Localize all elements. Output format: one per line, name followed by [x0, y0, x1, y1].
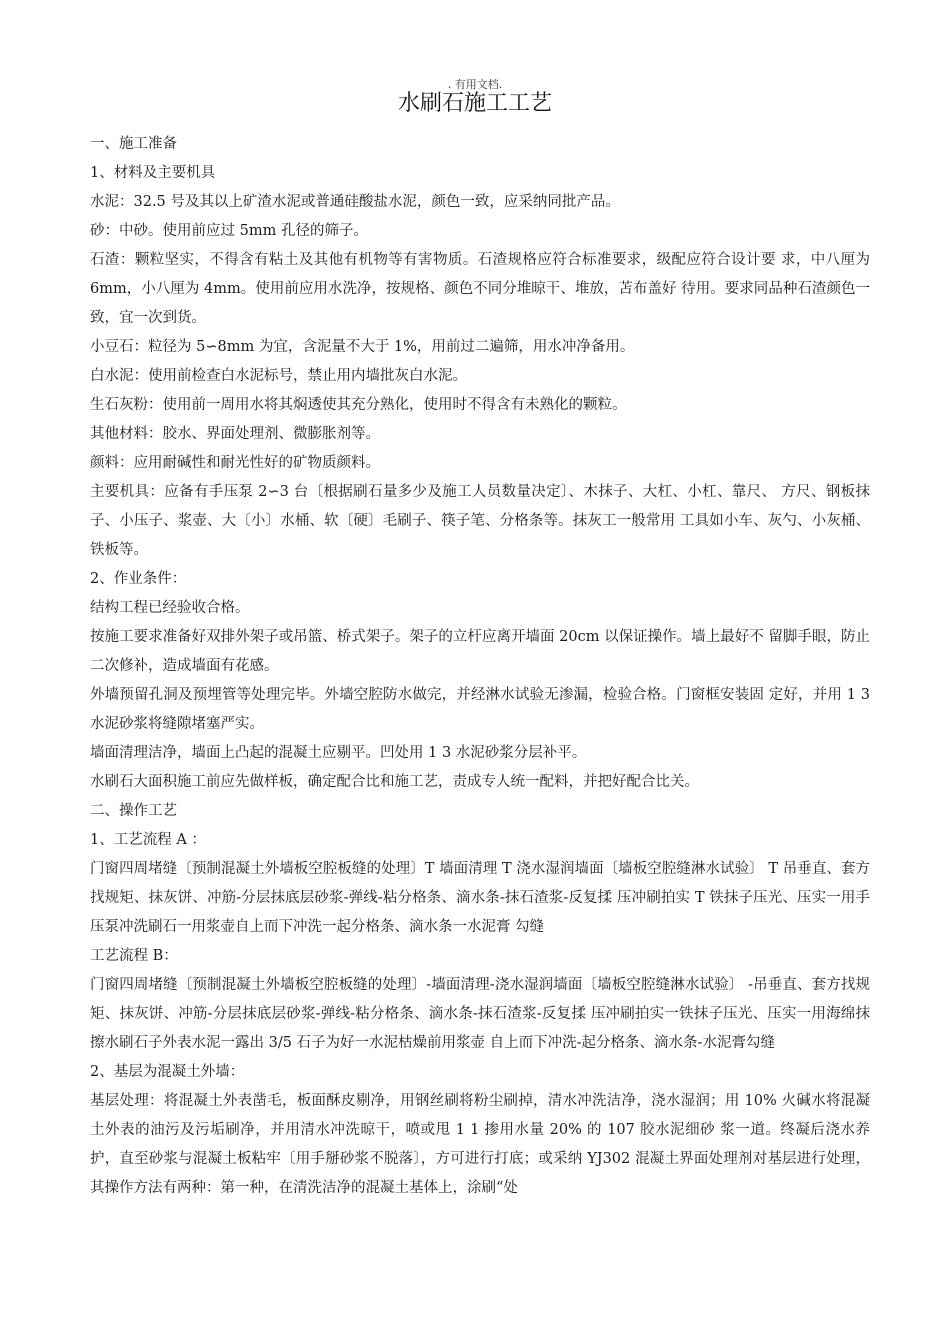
paragraph: 其他材料：胶水、界面处理剂、微膨胀剂等。	[90, 426, 380, 442]
document-body	[90, 130, 870, 1203]
paragraph: 生石灰粉：使用前一周用水将其焖透使其充分熟化，使用时不得含有未熟化的颗粒。	[90, 397, 627, 413]
section-heading: 一、施工准备	[90, 136, 177, 152]
paragraph: 石渣：颗粒坚实，不得含有粘土及其他有机物等有害物质。石渣规格应符合标准要求，级配应符合设计要 求，中八厘为 6mm，小八厘为 4mm。使用前应用水洗净，按规格、颜色不同分堆晾干、堆放，苫布盖好 待用。要求同品种石渣颜色一致，宜一次到货。	[90, 252, 870, 326]
paragraph: 水泥：32.5 号及其以上矿渣水泥或普通硅酸盐水泥，颜色一致，应采纳同批产品。	[90, 194, 620, 210]
paragraph: 水刷石大面积施工前应先做样板，确定配合比和施工艺，责成专人统一配料，并把好配合比关。	[90, 774, 699, 790]
paragraph: 门窗四周堵缝〔预制混凝土外墙板空腔板缝的处理〕-墙面清理-浇水湿润墙面〔墙板空腔缝淋水试验〕 -吊垂直、套方找规矩、抹灰饼、冲筋-分层抹底层砂浆-弹线-粘分格条、滴水条-抹石渣浆-反复揉 压冲刷拍实一铁抹子压光、压实一用海绵抹擦水刷石子外表水泥一露出 3/5 石子为好一水泥枯燥前用浆壶 自上而下冲洗-起分格条、滴水条-水泥膏勾缝	[90, 977, 870, 1051]
paragraph: 墙面清理洁净，墙面上凸起的混凝土应剔平。凹处用 1 3 水泥砂浆分层补平。	[90, 745, 587, 761]
section-heading: 二、操作工艺	[90, 803, 177, 819]
paragraph: 基层处理：将混凝土外表凿毛，板面酥皮剔净，用钢丝刷将粉尘刷掉，清水冲洗洁净，浇水湿润；用 10% 火碱水将混凝土外表的油污及污垢刷净，并用清水冲洗晾干，喷或甩 1 1 掺用水量 20% 的 107 胶水泥细砂 浆一道。终凝后浇水养护，直至砂浆与混凝土板粘牢〔用手掰砂浆不脱落〕，方可进行打底；或采纳 YJ302 混凝土界面处理剂对基层进行处理，其操作方法有两种：第一种，在清洗洁净的混凝土基体上，涂刷“处	[90, 1093, 870, 1196]
document-title: 水刷石施工工艺	[397, 91, 552, 116]
paragraph: 按施工要求准备好双排外架子或吊篮、桥式架子。架子的立杆应离开墙面 20cm 以保证操作。墙上最好不 留脚手眼，防止二次修补，造成墙面有花感。	[90, 629, 870, 674]
subsection-heading: 1、工艺流程 A ：	[90, 832, 206, 848]
subsection-heading: 2、基层为混凝土外墙：	[90, 1064, 245, 1080]
paragraph: 外墙预留孔洞及预埋管等处理完毕。外墙空腔防水做完，并经淋水试验无渗漏，检验合格。门窗框安装固 定好，并用 1 3 水泥砂浆将缝隙堵塞严实。	[90, 687, 870, 732]
subsection-heading: 1、材料及主要机具	[90, 165, 216, 181]
paragraph: 门窗四周堵缝〔预制混凝土外墙板空腔板缝的处理〕T 墙面清理 T 浇水湿润墙面〔墙板空腔缝淋水试验〕 T 吊垂直、套方找规矩、抹灰饼、冲筋-分层抹底层砂浆-弹线-粘分格条、滴水条-抹石渣浆-反复揉 压冲刷拍实 T 铁抹子压光、压实一用手压泵冲洗刷石一用浆壶自上而下冲洗一起分格条、滴水条一水泥膏 勾缝	[90, 861, 870, 935]
paragraph: 砂：中砂。使用前应过 5mm 孔径的筛子。	[90, 223, 368, 239]
header-note: . 有用文档.	[447, 78, 503, 91]
paragraph: 主要机具：应备有手压泵 2∽3 台〔根据刷石量多少及施工人员数量决定〕、木抹子、大杠、小杠、靠尺、 方尺、钢板抹子、小压子、浆壶、大〔小〕水桶、软〔硬〕毛刷子、筷子笔、分格条等。抹灰工一般常用 工具如小车、灰勺、小灰桶、铁板等。	[90, 484, 870, 558]
paragraph: 小豆石：粒径为 5∽8mm 为宜，含泥量不大于 1%，用前过二遍筛，用水冲净备用。	[90, 339, 635, 355]
subsection-heading: 2、作业条件：	[90, 571, 187, 587]
paragraph: 结构工程已经验收合格。	[90, 600, 250, 616]
paragraph: 颜料：应用耐碱性和耐光性好的矿物质颜料。	[90, 455, 380, 471]
subsection-heading: 工艺流程 B：	[90, 948, 178, 964]
paragraph: 白水泥：使用前检查白水泥标号，禁止用内墙批灰白水泥。	[90, 368, 467, 384]
